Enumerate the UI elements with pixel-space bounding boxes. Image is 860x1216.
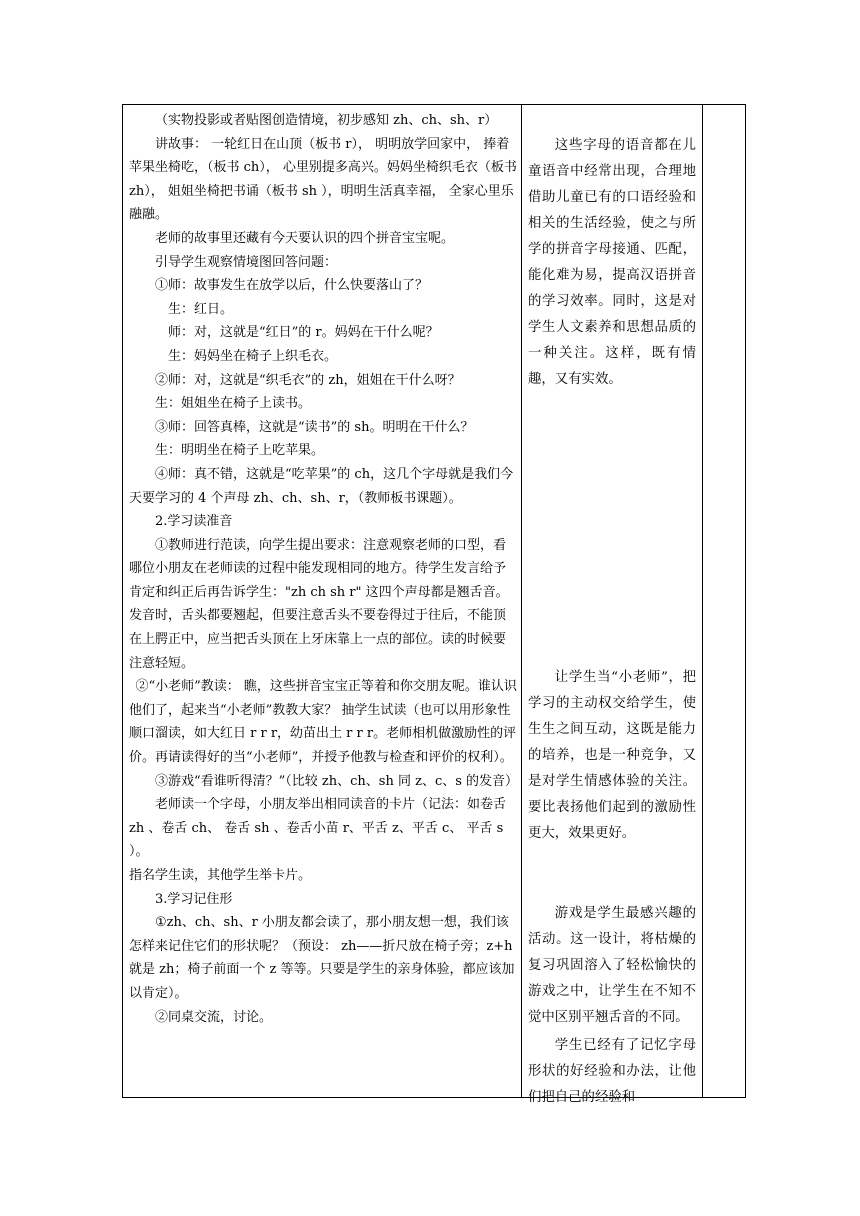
lesson-paragraph: 讲故事： 一轮红日在山顶（板书 r）， 明明放学回家中， 捧着苹果坐椅吃，（板书 ch）， 心里别提多高兴。妈妈坐椅织毛衣（板书 zh）， 姐姐坐椅把书诵（板书 sh ），明明生活真幸福， 全家心里乐融融。: [129, 136, 517, 223]
teaching-process-text: [123, 105, 521, 1029]
lesson-paragraph: ①教师进行范读，向学生提出要求：注意观察老师的口型，看哪位小朋友在老师读的过程中能发现相同的地方。待学生发言给予肯定和纠正后再告诉学生："zh ch sh r" 这四个声母都是翘舌音。发音时，舌头都要翘起，但要注意舌头不要卷得过于往后，不能顶在上腭正中，应当把舌头顶在上牙床靠上一点的部位。读的时候要注意轻短。: [129, 537, 509, 671]
lesson-plan-table: [122, 104, 746, 1105]
design-note: 游戏是学生最感兴趣的活动。这一设计，将枯燥的复习巩固溶入了轻松愉快的游戏之中，让学生在不知不觉中区别平翘舌音的不同。: [528, 906, 696, 1025]
design-note: 让学生当“小老师”，把学习的主动权交给学生，使生生之间互动，这既是能力的培养，也是一种竞争，又是对学生情感体验的关注。要比表扬他们起到的激励性更大，效果更好。: [528, 670, 696, 841]
lesson-paragraph: 2.学习读准音: [155, 514, 233, 530]
lesson-paragraph: ①师：故事发生在放学以后，什么快要落山了？: [155, 278, 429, 294]
lesson-paragraph: 老师读一个字母，小朋友举出相同读音的卡片（记法：如卷舌 zh 、卷舌 ch、 卷舌 sh 、卷舌小苗 r、平舌 z、平舌 c、 平舌 s ）。: [129, 797, 507, 860]
lesson-paragraph: ③师：回答真棒，这就是“读书”的 sh。明明在干什么？: [155, 419, 474, 435]
lesson-paragraph: 生：红日。: [168, 301, 234, 317]
lesson-paragraph: ④师：真不错，这就是“吃苹果”的 ch，这几个字母就是我们今天要学习的 4 个声母 zh、ch、sh、r，（教师板书课题）。: [129, 466, 514, 506]
lesson-paragraph: 生：明明坐在椅子上吃苹果。: [155, 443, 325, 459]
teaching-process-cell: [123, 105, 522, 1098]
lesson-paragraph: 老师的故事里还藏有今天要认识的四个拼音宝宝呢。: [155, 230, 455, 246]
design-intent-text: [522, 105, 702, 1105]
design-note: 学生已经有了记忆字母形状的好经验和办法，让他们把自己的经验和: [528, 1038, 696, 1105]
lesson-paragraph: （实物投影或者贴图创造情境，初步感知 zh、ch、sh、r）: [155, 113, 498, 128]
lesson-paragraph: ②同桌交流，讨论。: [155, 1009, 273, 1025]
design-note: 这些字母的语音都在儿童语音中经常出现，合理地借助儿童已有的口语经验和相关的生活经验，使之与所学的拼音字母接通、匹配，能化难为易，提高汉语拼音的学习效率。同时，这是对学生人文素养和思想品质的一种关注。这样，既有情趣，又有实效。: [528, 138, 696, 387]
lesson-paragraph: 指名学生读，其他学生举卡片。: [129, 868, 312, 883]
lesson-paragraph: 生：姐姐坐在椅子上读书。: [155, 396, 312, 412]
table-row: [123, 105, 746, 1098]
remarks-cell: [703, 105, 746, 1098]
lesson-paragraph: 3.学习记住形: [155, 891, 233, 907]
lesson-paragraph: ③游戏“看谁听得清？”（比较 zh、ch、sh 同 z、c、s 的发音）: [155, 773, 519, 789]
lesson-paragraph: ①zh、ch、sh、r 小朋友都会读了，那小朋友想一想，我们该怎样来记住它们的形状呢？（预设： zh——折尺放在椅子旁；z+h 就是 zh；椅子前面一个 z 等等。只要是学生的亲身体验，都应该加以肯定）。: [129, 915, 515, 1001]
lesson-paragraph: ②师：对，这就是“织毛衣”的 zh，姐姐在干什么呀？: [155, 372, 461, 388]
lesson-paragraph: 引导学生观察情境图回答问题：: [155, 254, 338, 270]
lesson-paragraph: 生：妈妈坐在椅子上织毛衣。: [168, 348, 338, 364]
design-intent-cell: [522, 105, 703, 1105]
lesson-paragraph: ②“小老师”教读： 瞧，这些拼音宝宝正等着和你交朋友呢。谁认识他们了，起来当“小老师”教教大家？ 抽学生试读（也可以用形象性顺口溜读，如大红日 r r r，幼苗出土 r r r。老师相机做激励性的评价。再请读得好的当“小老师”，并授予他教与检查和评价的权利）。: [129, 679, 517, 766]
lesson-paragraph: 师：对，这就是“红日”的 r。妈妈在干什么呢？: [168, 325, 439, 341]
